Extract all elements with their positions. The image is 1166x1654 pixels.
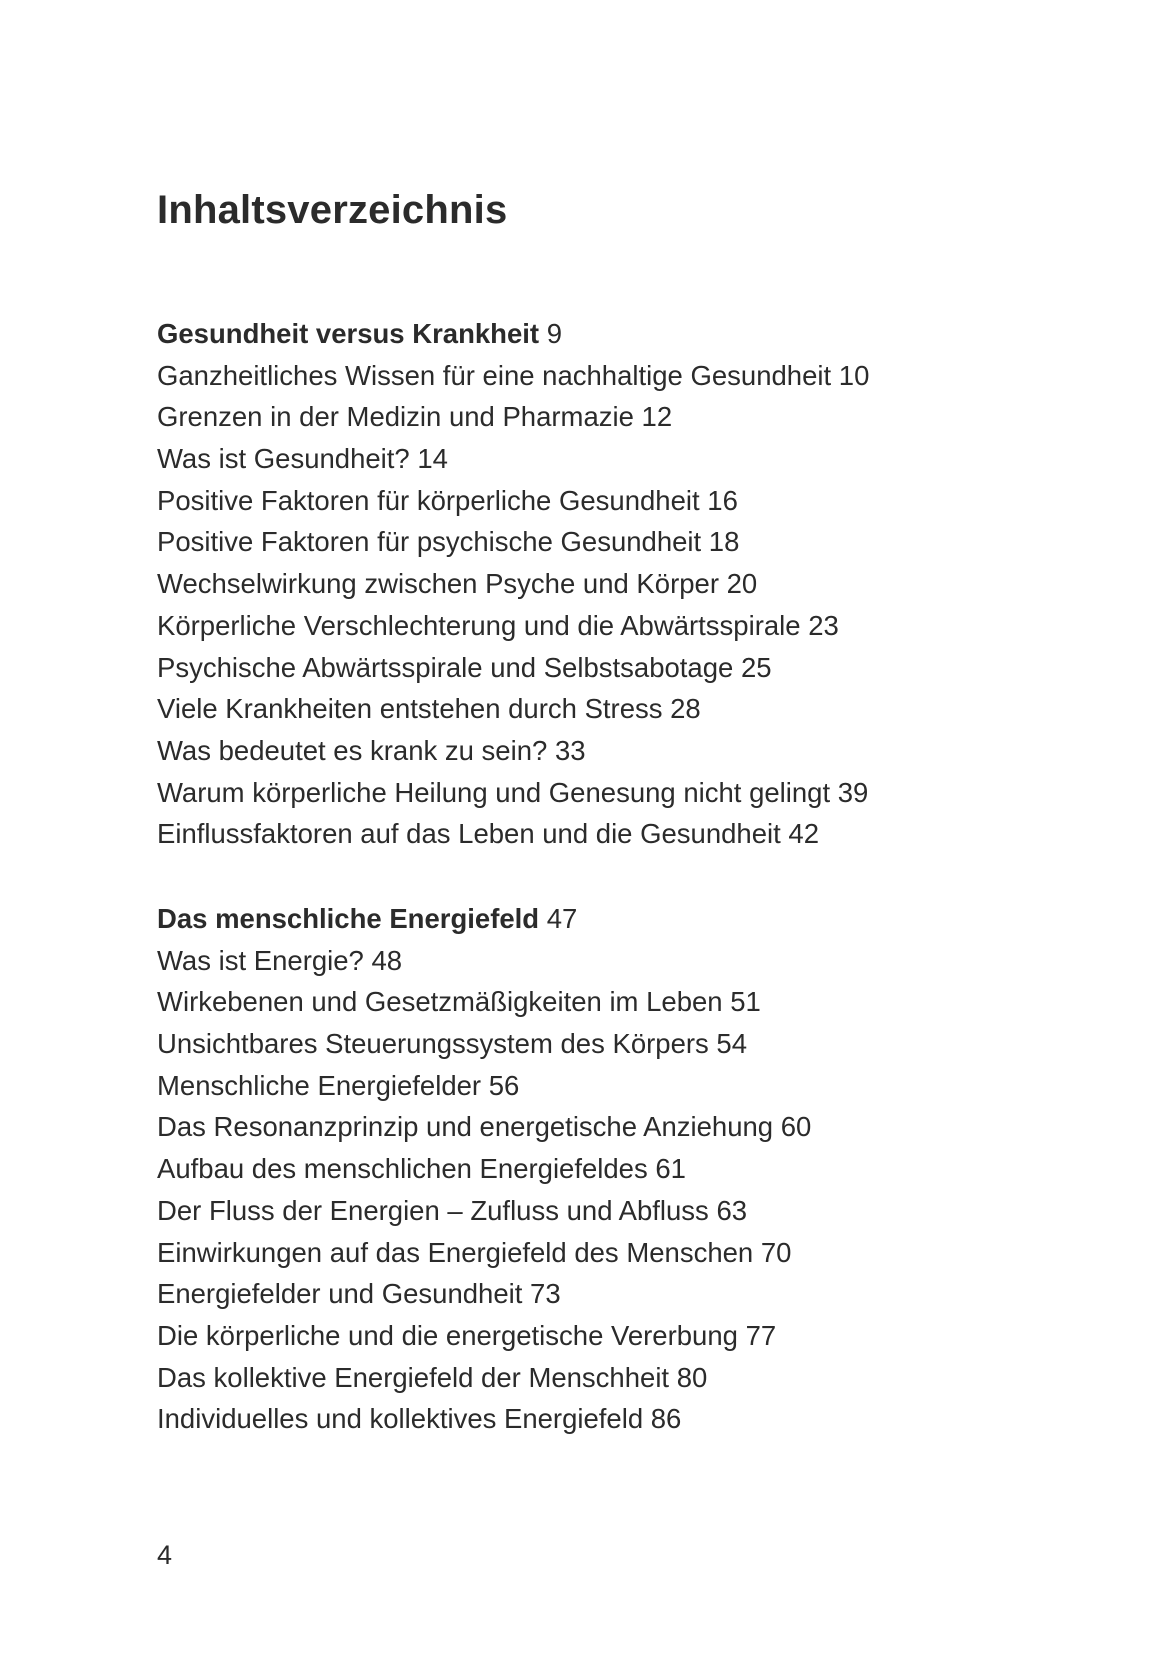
toc-entry: Einwirkungen auf das Energiefeld des Menschen 70 bbox=[157, 1236, 792, 1268]
toc-entry: Individuelles und kollektives Energiefeld 86 bbox=[157, 1403, 682, 1435]
toc-entry: Wechselwirkung zwischen Psyche und Körper 20 bbox=[157, 568, 758, 600]
toc-entry: Der Fluss der Energien – Zufluss und Abfluss 63 bbox=[157, 1194, 748, 1226]
toc-entry: Menschliche Energiefelder 56 bbox=[157, 1069, 520, 1101]
toc-section-health bbox=[157, 313, 869, 855]
section-heading bbox=[157, 898, 811, 940]
toc-entry: Energiefelder und Gesundheit 73 bbox=[157, 1278, 561, 1310]
toc-entry: Was bedeutet es krank zu sein? 33 bbox=[157, 734, 586, 766]
toc-entry: Das Resonanzprinzip und energetische Anziehung 60 bbox=[157, 1111, 812, 1143]
toc-entry: Ganzheitliches Wissen für eine nachhaltige Gesundheit 10 bbox=[157, 359, 870, 391]
section-heading bbox=[157, 313, 869, 355]
toc-entry: Einflussfaktoren auf das Leben und die Gesundheit 42 bbox=[157, 818, 820, 850]
page-number: 4 bbox=[157, 1540, 173, 1570]
toc-entry: Körperliche Verschlechterung und die Abwärtsspirale 23 bbox=[157, 609, 839, 641]
toc-entry: Unsichtbares Steuerungssystem des Körpers 54 bbox=[157, 1028, 748, 1060]
toc-entry: Wirkebenen und Gesetzmäßigkeiten im Leben 51 bbox=[157, 986, 761, 1018]
toc-section-energy bbox=[157, 898, 811, 1440]
toc-entry: Was ist Gesundheit? 14 bbox=[157, 443, 448, 475]
page-title: Inhaltsverzeichnis bbox=[157, 188, 508, 232]
toc-entry: Das kollektive Energiefeld der Menschheit 80 bbox=[157, 1361, 708, 1393]
toc-entry: Viele Krankheiten entstehen durch Stress 28 bbox=[157, 693, 701, 725]
toc-entry: Warum körperliche Heilung und Genesung nicht gelingt 39 bbox=[157, 776, 869, 808]
toc-entry: Grenzen in der Medizin und Pharmazie 12 bbox=[157, 401, 673, 433]
section-heading-title: Gesundheit versus Krankheit bbox=[157, 318, 540, 349]
section-heading-title: Das menschliche Energiefeld bbox=[157, 903, 540, 934]
toc-entry: Positive Faktoren für körperliche Gesundheit 16 bbox=[157, 484, 738, 516]
toc-entry: Psychische Abwärtsspirale und Selbstsabotage 25 bbox=[157, 651, 772, 683]
toc-entry: Die körperliche und die energetische Vererbung 77 bbox=[157, 1319, 777, 1351]
toc-entry: Was ist Energie? 48 bbox=[157, 944, 403, 976]
toc-entry: Positive Faktoren für psychische Gesundheit 18 bbox=[157, 526, 740, 558]
toc-entry: Aufbau des menschlichen Energiefeldes 61 bbox=[157, 1153, 686, 1185]
section-heading-page: 9 bbox=[546, 318, 562, 349]
section-heading-page: 47 bbox=[546, 903, 578, 934]
